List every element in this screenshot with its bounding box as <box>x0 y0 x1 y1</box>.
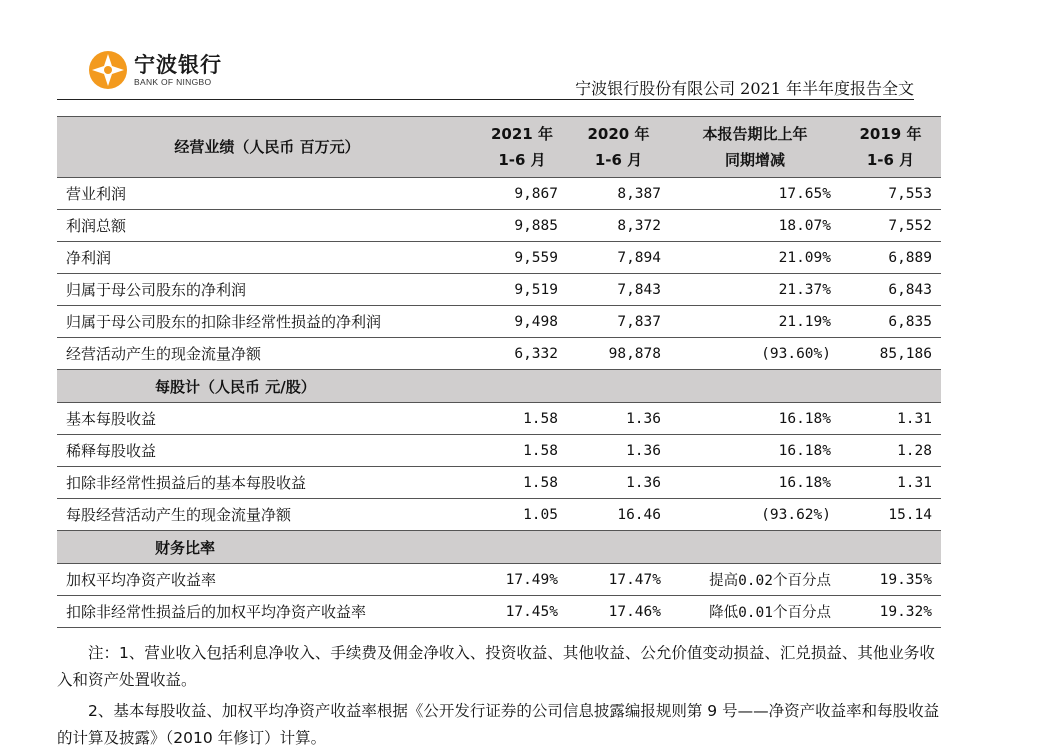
table-row <box>57 210 941 242</box>
value-2019: 19.32% <box>840 596 941 628</box>
row-label: 经营活动产生的现金流量净额 <box>57 338 477 370</box>
table-header-row <box>57 117 941 178</box>
value-2020: 1.36 <box>567 467 670 499</box>
value-2019: 15.14 <box>840 499 941 531</box>
value-change: 21.19% <box>670 306 840 338</box>
value-change: 21.37% <box>670 274 840 306</box>
logo-chinese-name: 宁波银行 <box>134 53 222 77</box>
value-2020: 1.36 <box>567 403 670 435</box>
table-row <box>57 564 941 596</box>
table-row <box>57 274 941 306</box>
value-2019: 6,835 <box>840 306 941 338</box>
row-label: 扣除非经常性损益后的基本每股收益 <box>57 467 477 499</box>
table-row <box>57 178 941 210</box>
value-2019: 1.28 <box>840 435 941 467</box>
value-change: (93.60%) <box>670 338 840 370</box>
value-2019: 85,186 <box>840 338 941 370</box>
report-title: 宁波银行股份有限公司 2021 年半年度报告全文 <box>575 79 914 98</box>
value-2021: 17.49% <box>477 564 567 596</box>
row-label: 扣除非经常性损益后的加权平均净资产收益率 <box>57 596 477 628</box>
value-2019: 6,889 <box>840 242 941 274</box>
value-2021: 9,867 <box>477 178 567 210</box>
column-header-2020: 2020 年 1-6 月 <box>567 117 670 178</box>
value-2021: 9,885 <box>477 210 567 242</box>
value-2020: 7,837 <box>567 306 670 338</box>
table-row <box>57 306 941 338</box>
section-ratios <box>57 531 941 564</box>
value-2019: 6,843 <box>840 274 941 306</box>
value-2020: 17.47% <box>567 564 670 596</box>
row-label: 每股经营活动产生的现金流量净额 <box>57 499 477 531</box>
section-empty-cell <box>567 531 670 564</box>
table-row <box>57 403 941 435</box>
row-label: 利润总额 <box>57 210 477 242</box>
table-row <box>57 499 941 531</box>
row-label: 营业利润 <box>57 178 477 210</box>
value-2020: 16.46 <box>567 499 670 531</box>
value-2020: 98,878 <box>567 338 670 370</box>
table-row <box>57 596 941 628</box>
value-change: 16.18% <box>670 435 840 467</box>
value-2019: 7,552 <box>840 210 941 242</box>
section-per-share <box>57 370 941 403</box>
value-2019: 7,553 <box>840 178 941 210</box>
value-2021: 1.58 <box>477 467 567 499</box>
value-change: 提高0.02个百分点 <box>670 564 840 596</box>
value-2020: 1.36 <box>567 435 670 467</box>
value-2021: 1.05 <box>477 499 567 531</box>
section-ratios-title: 财务比率 <box>57 531 477 564</box>
section-empty-cell <box>567 370 670 403</box>
section-empty-cell <box>670 370 840 403</box>
table-row <box>57 338 941 370</box>
value-2021: 1.58 <box>477 403 567 435</box>
financial-summary-table <box>57 116 941 628</box>
value-change: 18.07% <box>670 210 840 242</box>
value-2021: 6,332 <box>477 338 567 370</box>
row-label: 加权平均净资产收益率 <box>57 564 477 596</box>
row-label: 归属于母公司股东的扣除非经常性损益的净利润 <box>57 306 477 338</box>
value-change: 降低0.01个百分点 <box>670 596 840 628</box>
row-label: 归属于母公司股东的净利润 <box>57 274 477 306</box>
value-change: 16.18% <box>670 467 840 499</box>
header-divider <box>57 99 914 100</box>
bank-of-ningbo-logo-icon <box>88 50 128 90</box>
value-change: 17.65% <box>670 178 840 210</box>
column-header-change: 本报告期比上年 同期增减 <box>670 117 840 178</box>
value-2020: 7,894 <box>567 242 670 274</box>
value-2019: 1.31 <box>840 467 941 499</box>
row-label: 稀释每股收益 <box>57 435 477 467</box>
footnote-2: 2、基本每股收益、加权平均净资产收益率根据《公开发行证券的公司信息披露编报规则第 9 号——净资产收益率和每股收益的计算及披露》（2010 年修订）计算。 <box>57 702 940 747</box>
row-label: 基本每股收益 <box>57 403 477 435</box>
bank-logo <box>88 50 222 90</box>
value-2021: 1.58 <box>477 435 567 467</box>
value-2020: 7,843 <box>567 274 670 306</box>
value-2019: 1.31 <box>840 403 941 435</box>
value-2021: 9,559 <box>477 242 567 274</box>
section-per-share-title: 每股计（人民币 元/股） <box>57 370 477 403</box>
value-2021: 9,519 <box>477 274 567 306</box>
column-header-label: 经营业绩（人民币 百万元） <box>57 117 477 178</box>
value-change: (93.62%) <box>670 499 840 531</box>
logo-english-name: BANK OF NINGBO <box>134 77 212 87</box>
value-change: 21.09% <box>670 242 840 274</box>
row-label: 净利润 <box>57 242 477 274</box>
section-empty-cell <box>477 370 567 403</box>
value-2021: 17.45% <box>477 596 567 628</box>
footnotes <box>57 640 941 752</box>
value-change: 16.18% <box>670 403 840 435</box>
value-2020: 17.46% <box>567 596 670 628</box>
value-2021: 9,498 <box>477 306 567 338</box>
value-2020: 8,387 <box>567 178 670 210</box>
table-row <box>57 242 941 274</box>
value-2019: 19.35% <box>840 564 941 596</box>
section-empty-cell <box>840 531 941 564</box>
table-row <box>57 467 941 499</box>
value-2020: 8,372 <box>567 210 670 242</box>
section-empty-cell <box>477 531 567 564</box>
page-header <box>0 0 1053 100</box>
section-empty-cell <box>670 531 840 564</box>
footnote-1: 注：1、营业收入包括利息净收入、手续费及佣金净收入、投资收益、其他收益、公允价值变动损益、汇兑损益、其他业务收入和资产处置收益。 <box>57 644 935 689</box>
table-row <box>57 435 941 467</box>
section-empty-cell <box>840 370 941 403</box>
column-header-2019: 2019 年 1-6 月 <box>840 117 941 178</box>
column-header-2021: 2021 年 1-6 月 <box>477 117 567 178</box>
